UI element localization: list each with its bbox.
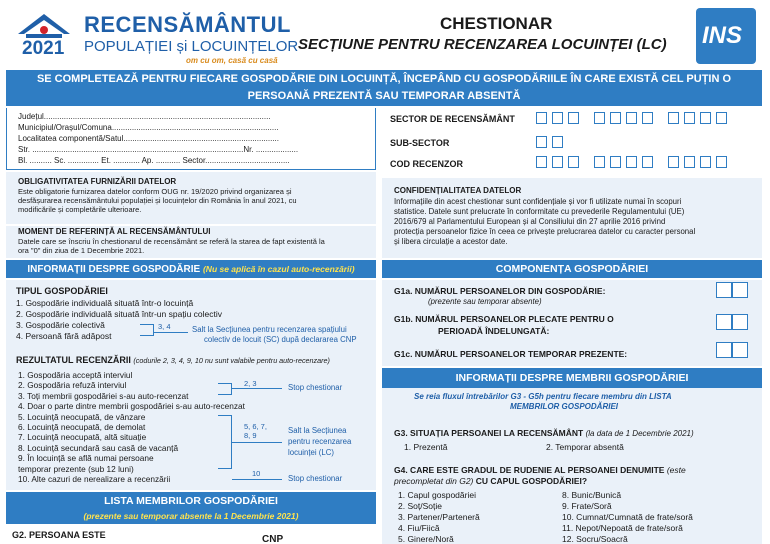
code-digit-box[interactable] (626, 156, 637, 168)
rez-option[interactable]: 3. Toți membrii gospodăriei s-au auto-recenzat (18, 390, 189, 401)
code-digit-box[interactable] (536, 136, 547, 148)
g1a-label: G1a. NUMĂRUL PERSOANELOR DIN GOSPODĂRIE: (394, 286, 606, 296)
tip-option-4[interactable]: 4. Persoană fără adăpost (16, 331, 112, 341)
code-digit-box[interactable] (716, 112, 727, 124)
rez-option[interactable]: 4. Doar o parte dintre membrii gospodăriei s-au auto-recenzat (18, 401, 245, 412)
rez-option[interactable]: 1. Gospodăria acceptă interviul (18, 370, 133, 380)
rez-stop3: Stop chestionar (288, 474, 343, 483)
g4-option[interactable]: 4. Fiu/Fiică (398, 523, 440, 533)
membri-note-1: Se reia fluxul întrebărilor G3 - G5h pentru fiecare membru din LISTA (414, 392, 672, 401)
rez-title (16, 355, 330, 365)
code-digit-box[interactable] (642, 112, 653, 124)
code-digit-box[interactable] (642, 156, 653, 168)
obligativitate-title: OBLIGATIVITATEA FURNIZĂRII DATELOR (18, 177, 177, 186)
moment-title: MOMENT DE REFERINȚĂ AL RECENSĂMÂNTULUI (18, 227, 211, 236)
g1b-box-2[interactable] (732, 314, 748, 330)
membri-note-2: MEMBRILOR GOSPODĂRIEI (510, 402, 619, 411)
g1a-note: (prezente sau temporar absente) (428, 297, 542, 306)
g4-option[interactable]: 1. Capul gospodăriei (398, 490, 476, 500)
code-digit-box[interactable] (610, 112, 621, 124)
g3-note: (la data de 1 Decembrie 2021) (585, 429, 694, 438)
census-logo (16, 10, 299, 65)
code-digit-box[interactable] (552, 136, 563, 148)
g4-label-1 (394, 465, 686, 475)
membri-bar (382, 368, 762, 388)
page-title: CHESTIONAR (440, 14, 553, 33)
g1c-box-2[interactable] (732, 342, 748, 358)
code-digit-box[interactable] (536, 156, 547, 168)
gospodarie-bar-title: INFORMAȚII DESPRE GOSPODĂRIE (27, 264, 201, 275)
logo-word2: POPULAȚIEI și LOCUINȚELOR (84, 38, 299, 55)
code-digit-box[interactable] (668, 156, 679, 168)
cod-recenzor-label: COD RECENZOR (390, 159, 464, 169)
address-municipiu[interactable]: Municipiul/Orașul/Comuna........................................................................... (18, 123, 279, 132)
code-digit-box[interactable] (568, 156, 579, 168)
rez-salt2b: pentru recenzarea (288, 437, 352, 446)
logo-tagline: om cu om, casă cu casă (186, 56, 278, 65)
lista-bar-title: LISTA MEMBRILOR GOSPODĂRIEI (104, 495, 278, 507)
componenta-bar (382, 260, 762, 278)
g4-option[interactable]: 2. Soț/Soție (398, 501, 442, 511)
code-digit-box[interactable] (568, 112, 579, 124)
code-digit-box[interactable] (684, 156, 695, 168)
page-subtitle: SECȚIUNE PENTRU RECENZAREA LOCUINȚEI (LC) (298, 36, 667, 53)
tip-note1: Salt la Secțiunea pentru recenzarea spațiului (192, 325, 347, 334)
confidential-l4: protecția persoanelor fizice în ceea ce privește prelucrarea datelor cu caracter personal (394, 227, 696, 236)
code-digit-box[interactable] (700, 112, 711, 124)
rez-title-text: REZULTATUL RECENZĂRII (16, 355, 131, 365)
rez-arrow2-label-a: 5, 6, 7, (244, 422, 267, 431)
rez-note: (codurile 2, 3, 4, 9, 10 nu sunt valabile pentru auto-recenzare) (133, 356, 330, 365)
code-digit-box[interactable] (552, 112, 563, 124)
g1c-box-1[interactable] (716, 342, 732, 358)
g1b-label-2: PERIOADĂ ÎNDELUNGATĂ: (438, 326, 550, 336)
g1a-box-2[interactable] (732, 282, 748, 298)
obligativitate-l2: desfășurarea recensământului populației și locuințelor din România în anul 2021, cu (18, 196, 297, 205)
tip-note2: colectiv de locuit (SC) după declararea CNP (204, 335, 357, 344)
address-street[interactable]: Str. ...............................................................................................Nr. ................... (18, 145, 299, 154)
rez-arrow3-label: 10 (252, 469, 261, 478)
componenta-bar-title: COMPONENȚA GOSPODĂRIEI (495, 263, 649, 275)
tip-option-3[interactable]: 3. Gospodărie colectivă (16, 320, 105, 330)
g4-label-2-text: CU CAPUL GOSPODĂRIEI? (475, 476, 588, 486)
gospodarie-bar-note: (Nu se aplică în cazul auto-recenzării) (202, 264, 355, 274)
address-judet[interactable]: Județul...................................................................................................... (18, 112, 271, 121)
tip-arrow-label: 3, 4 (158, 322, 171, 331)
code-digit-box[interactable] (716, 156, 727, 168)
banner-line2: PERSOANĂ PREZENTĂ SAU TEMPORAR ABSENTĂ (247, 90, 521, 102)
moment-l1: Datele care se înscriu în chestionarul de recensământ se referă la starea de fapt existentă la (18, 237, 325, 246)
rez-option[interactable]: 10. Alte cazuri de nerealizare a recenzării (18, 474, 171, 484)
g1b-label-1: G1b. NUMĂRUL PERSOANELOR PLECATE PENTRU O (394, 314, 614, 324)
ins-logo (696, 8, 756, 64)
obligativitate-l1: Este obligatorie furnizarea datelor conform OUG nr. 19/2020 privind organizarea și (18, 187, 292, 196)
g3-option-1[interactable]: 1. Prezentă (404, 442, 448, 452)
rez-arrow1-label: 2, 3 (244, 379, 257, 388)
code-digit-box[interactable] (684, 112, 695, 124)
rez-option[interactable]: temporar prezente (sub 12 luni) (18, 463, 134, 474)
rez-bracket-1 (218, 383, 232, 395)
rez-option[interactable]: 7. Locuință neocupată, altă situație (18, 432, 147, 443)
confidential-l1: Informațiile din acest chestionar sunt confidențiale și vor fi utilizate numai în scopuri (394, 197, 682, 206)
confidential-l5: și libera circulație a acestor date. (394, 237, 508, 246)
cnp-label: CNP (262, 534, 284, 544)
rez-arrow2-label-b: 8, 9 (244, 431, 257, 440)
g1a-box-1[interactable] (716, 282, 732, 298)
instruction-banner (6, 70, 762, 106)
logo-year: 2021 (22, 38, 65, 59)
sector-label: SECTOR DE RECENSĂMÂNT (390, 114, 515, 124)
tip-title: TIPUL GOSPODĂRIEI (16, 286, 108, 296)
g4-option[interactable]: 3. Partener/Parteneră (398, 512, 480, 522)
g4-label-2-note: precompletat din G2) (394, 476, 474, 486)
g4-option[interactable]: 11. Nepot/Nepoată de frate/soră (562, 523, 683, 533)
lista-bar (6, 492, 376, 524)
code-digit-box[interactable] (552, 156, 563, 168)
g4-option[interactable]: 8. Bunic/Bunică (562, 490, 622, 500)
gospodarie-bar (6, 260, 376, 278)
code-digit-box[interactable] (610, 156, 621, 168)
membri-bar-title: INFORMAȚII DESPRE MEMBRII GOSPODĂRIEI (455, 372, 689, 384)
rez-arrow-3 (232, 479, 282, 480)
code-digit-box[interactable] (594, 112, 605, 124)
confidential-title: CONFIDENȚIALITATEA DATELOR (394, 186, 522, 195)
code-digit-box[interactable] (594, 156, 605, 168)
logo-word1: RECENSĂMÂNTUL (84, 12, 291, 37)
tip-bracket (140, 324, 154, 336)
address-localitate[interactable]: Localitatea componentă/Satul...................................................................... (18, 134, 279, 143)
rez-bracket-2 (218, 415, 232, 469)
moment-l2: ora "0" din ziua de 1 Decembrie 2021. (18, 246, 145, 255)
g4-option[interactable]: 10. Cumnat/Cumnată de frate/soră (562, 512, 693, 522)
tip-option-1[interactable]: 1. Gospodărie individuală situată într-o locuință (16, 298, 194, 308)
g3-option-2[interactable]: 2. Temporar absentă (546, 442, 624, 452)
ins-logo-text: INS (702, 22, 743, 49)
code-digit-box[interactable] (536, 112, 547, 124)
obligativitate-l3: modificările și completările ulterioare. (18, 205, 142, 214)
banner-line1: SE COMPLETEAZĂ PENTRU FIECARE GOSPODĂRIE DIN LOCUINȚĂ, ÎNCEPÂND CU GOSPODĂRIILE ÎN CARE EXISTĂ CEL PUȚIN O (36, 73, 732, 85)
rez-option[interactable]: 9. În locuință se află numai persoane (18, 453, 154, 464)
g2-label: G2. PERSOANA ESTE (12, 530, 106, 540)
tip-arrow (154, 332, 188, 333)
rez-stop1: Stop chestionar (288, 383, 343, 392)
g4-label-1-text: G4. CARE ESTE GRADUL DE RUDENIE AL PERSOANEI DENUMITE (394, 465, 665, 475)
g4-label-2 (394, 476, 587, 486)
rez-option[interactable]: 5. Locuință neocupată, de vânzare (18, 411, 146, 422)
g1c-label: G1c. NUMĂRUL PERSOANELOR TEMPORAR PREZENTE: (394, 349, 628, 359)
rez-salt2a: Salt la Secțiunea (288, 426, 347, 435)
code-digit-box[interactable] (626, 112, 637, 124)
g4-option[interactable]: 12. Socru/Soacră (562, 534, 628, 544)
code-digit-box[interactable] (668, 112, 679, 124)
g1b-box-1[interactable] (716, 314, 732, 330)
g4-option[interactable]: 5. Ginere/Noră (398, 534, 454, 544)
g3-label-text: G3. SITUAȚIA PERSOANEI LA RECENSĂMÂNT (394, 428, 584, 438)
confidential-l2: statistice. Datele sunt prelucrate în conformitate cu prevederile Regulamentului (UE) (394, 207, 685, 216)
code-digit-box[interactable] (700, 156, 711, 168)
rez-option[interactable]: 6. Locuință neocupată, de demolat (18, 422, 146, 432)
rez-arrow-2 (232, 442, 282, 443)
g4-label-1-note: (este (666, 465, 686, 475)
rez-arrow-1 (232, 388, 282, 389)
tip-option-2[interactable]: 2. Gospodărie individuală situată într-un spațiu colectiv (16, 309, 223, 319)
rez-option[interactable]: 8. Locuință secundară sau casă de vacanță (18, 442, 179, 453)
g4-option[interactable]: 9. Frate/Soră (562, 501, 612, 511)
rez-salt2c: locuinței (LC) (288, 448, 334, 457)
address-block[interactable]: Bl. .......... Sc. .............. Et. ............ Ap. ........... Sector...................................... (18, 156, 290, 165)
g3-label (394, 428, 694, 438)
rez-option[interactable]: 2. Gospodăria refuză interviul (18, 380, 127, 391)
confidential-l3: 2016/679 al Parlamentului European și al Consiliului din 27 aprilie 2016 privind (394, 217, 666, 226)
lista-bar-note: (prezente sau temporar absente la 1 Decembrie 2021) (83, 511, 299, 521)
subsector-label: SUB-SECTOR (390, 138, 450, 148)
